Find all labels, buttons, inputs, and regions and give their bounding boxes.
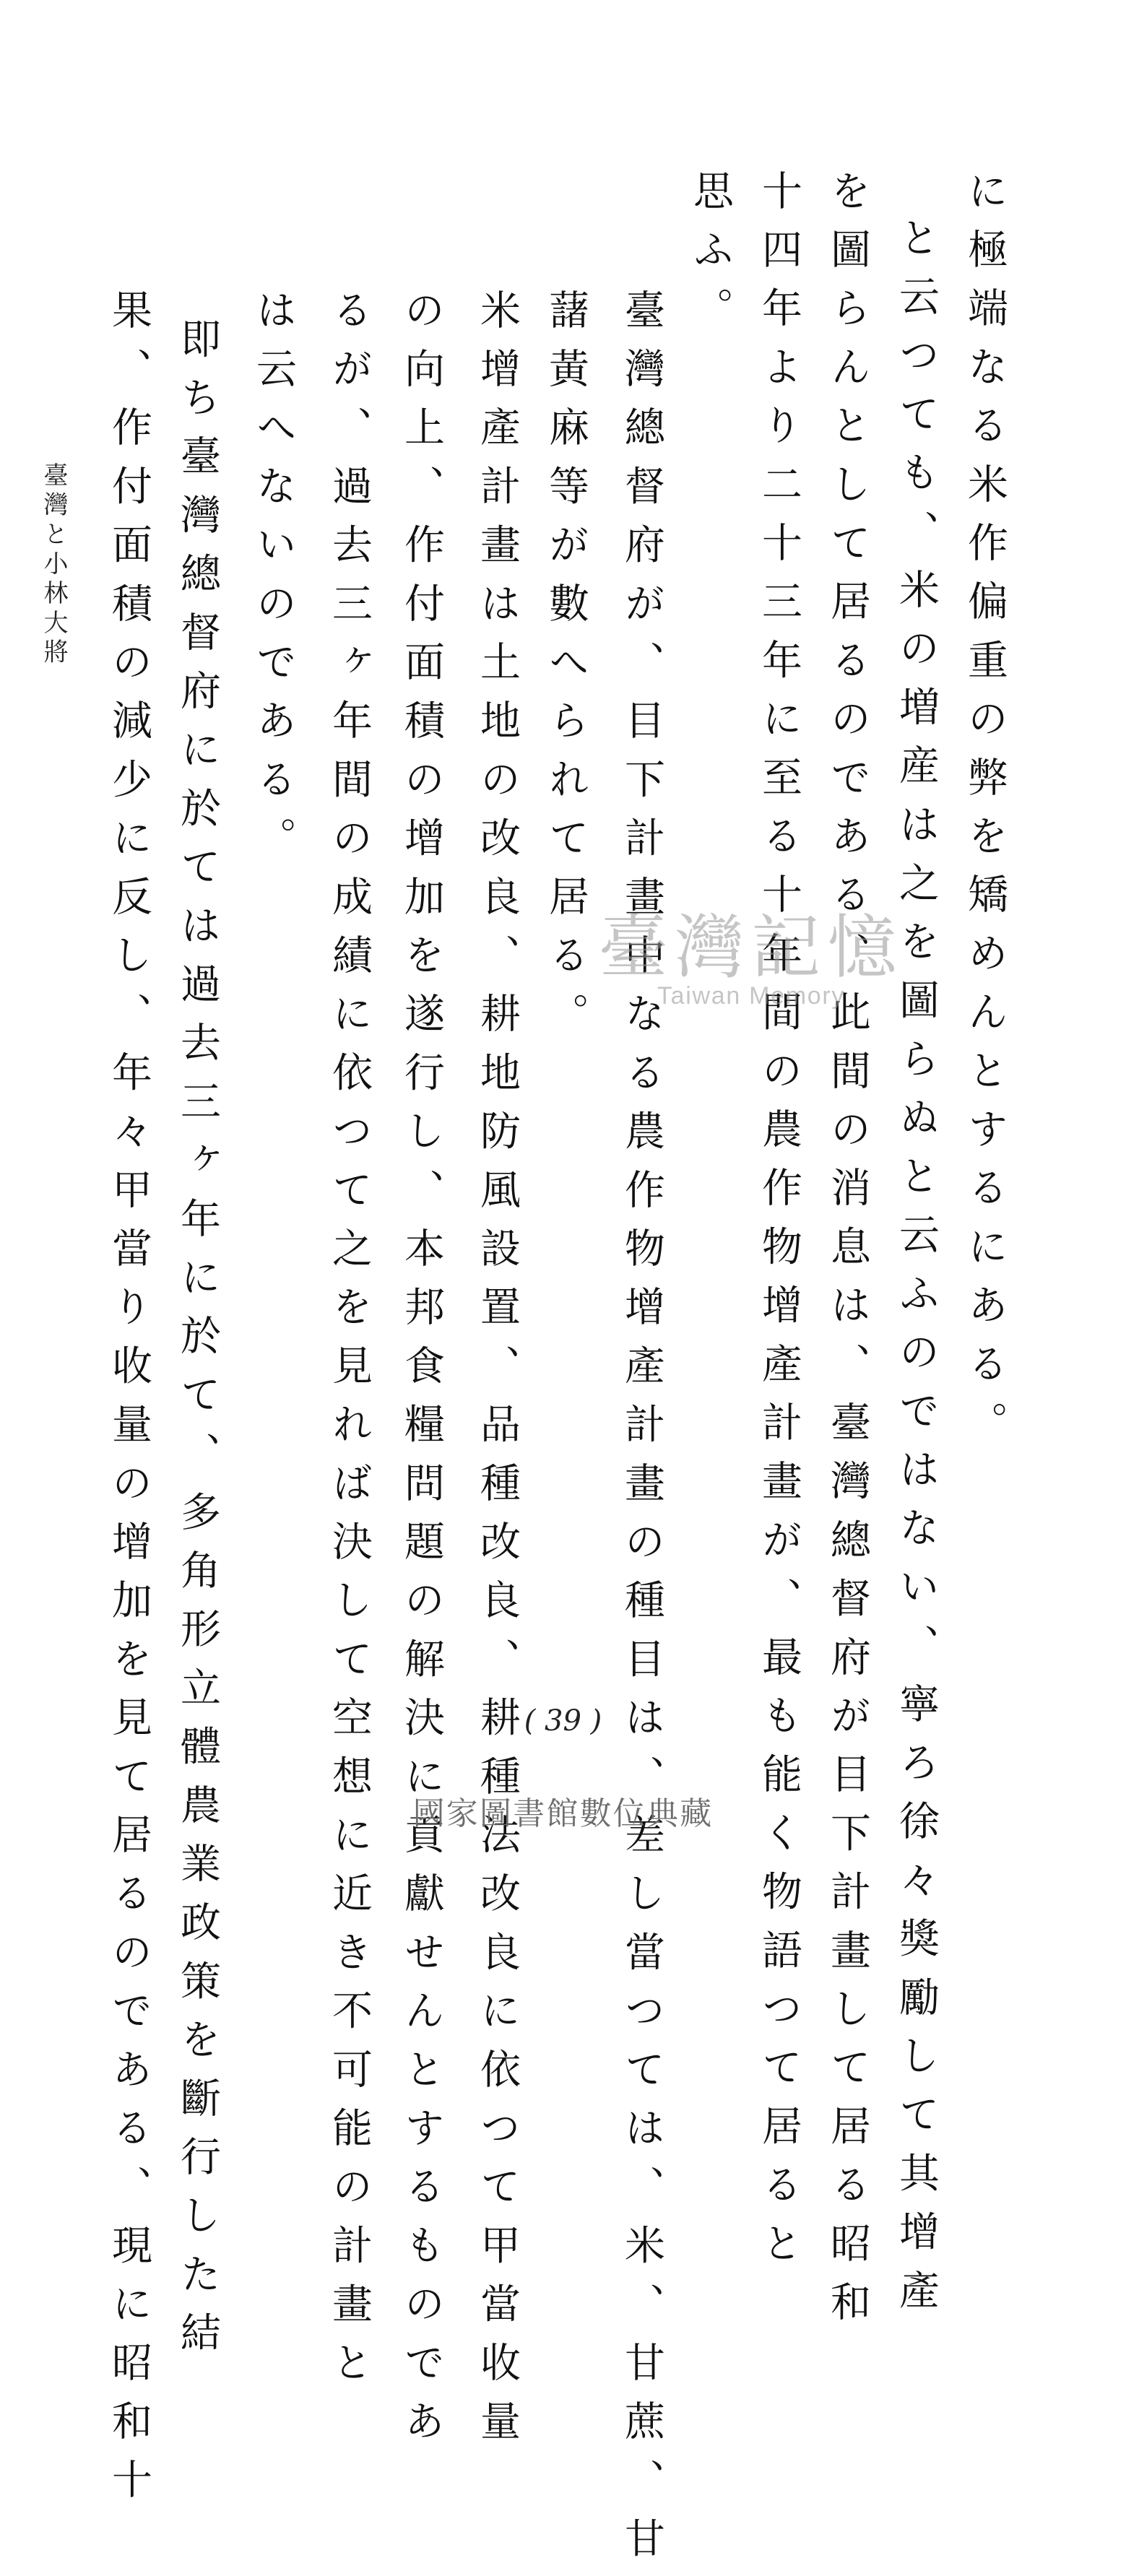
text-column-6: 臺灣總督府が、目下計畫中なる農作物增產計畫の種目は、差し當つては、米、甘蔗、甘 [618,289,665,2576]
text-column-11: は云へないのである。 [250,289,297,875]
text-column-1: に極端なる米作偏重の弊を矯めんとするにある。 [961,170,1008,1460]
text-column-7: 藷黃麻等が數へられて居る。 [542,289,589,1051]
text-column-5: 思ふ。 [687,170,734,346]
text-column-4: 十四年より二十三年に至る十年間の農作物增產計畫が、最も能く物語つて居ると [755,170,802,2281]
running-head: 臺灣と小林大將 [39,462,68,669]
watermark-title: 臺灣記憶 [598,907,904,988]
text-column-12: 即ち臺灣總督府に於ては過去三ヶ年に於て、多角形立體農業政策を斷行した結 [174,318,221,2370]
page-number: ( 39 ) [524,1704,602,1738]
text-column-13: 果、作付面積の減少に反し、年々甲當り收量の增加を見て居るのである、現に昭和十 [105,289,152,2518]
text-column-10: るが、過去三ヶ年間の成績に依つて之を見れば決して空想に近き不可能の計畫と [326,289,373,2401]
text-column-3: を圖らんとして居るのである、此間の消息は、臺灣總督府が目下計畫して居る昭和 [824,170,871,2340]
text-column-2: と云つても、米の増産は之を圖らぬと云ふのではない、寧ろ徐々獎勵して其增產 [893,217,940,2328]
watermark-subtitle: Taiwan Memory [657,981,846,1010]
library-footer: 國家圖書館數位典藏 [412,1795,714,1832]
text-column-8: 米增產計畫は土地の改良、耕地防風設置、品種改良、耕種法改良に依つて甲當收量 [474,289,521,2459]
text-column-9: の向上、作付面積の增加を遂行し、本邦食糧問題の解決に貢獻せんとするものであ [398,289,445,2459]
